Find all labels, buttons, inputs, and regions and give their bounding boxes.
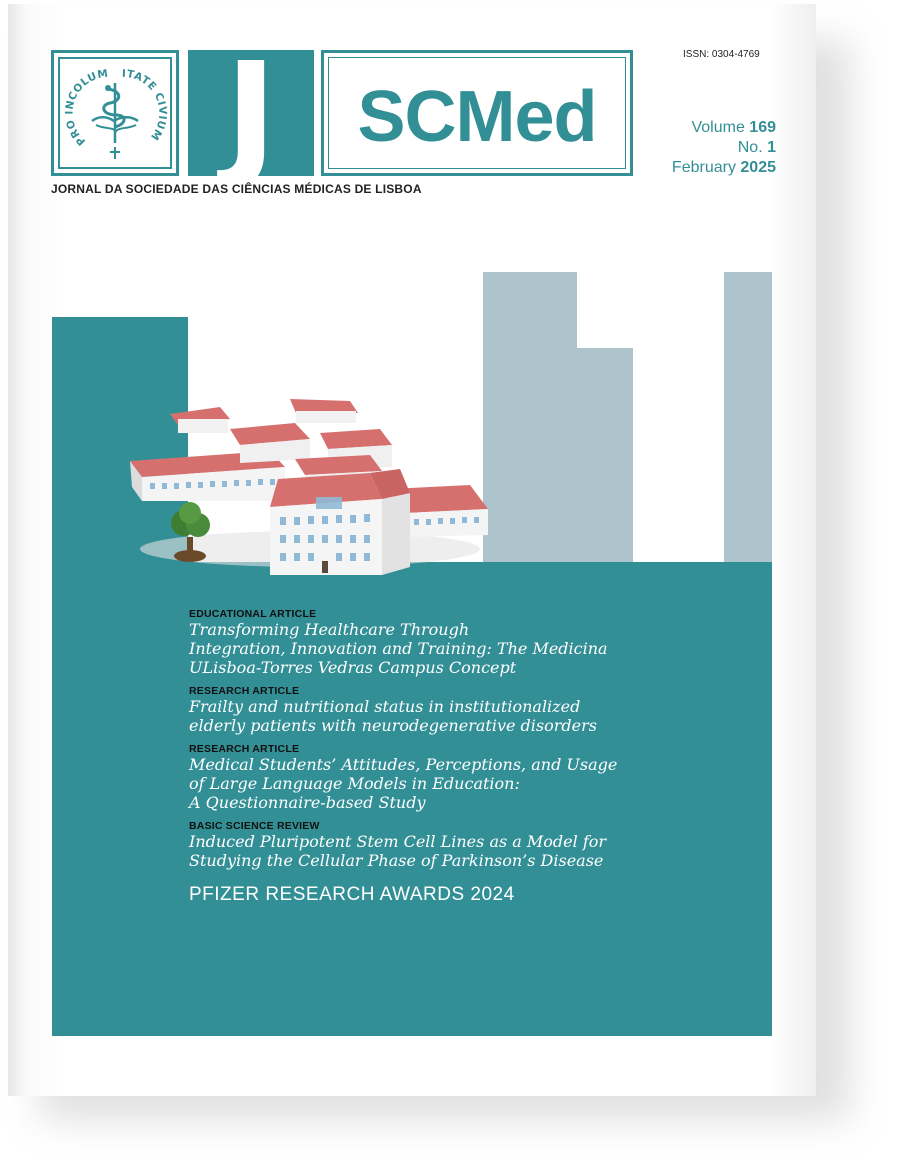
article-title: Medical Students’ Attitudes, Perceptions, and Usage of Large Language Models in Education: A Questionnaire-based Study xyxy=(189,755,618,812)
society-seal-logo xyxy=(51,50,179,176)
journal-full-name: JORNAL DA SOCIEDADE DAS CIÊNCIAS MÉDICAS DE LISBOA xyxy=(51,182,422,196)
issue-month: February xyxy=(671,159,736,176)
volume-label: Volume xyxy=(691,119,745,136)
award-heading: PFIZER RESEARCH AWARDS 2024 xyxy=(189,884,515,905)
logo-scmed-block xyxy=(321,50,633,176)
number-label: No. xyxy=(737,139,763,156)
seal-text-right: ITATE CIVIUM xyxy=(121,67,169,143)
volume-line xyxy=(691,118,776,138)
logo-j-block xyxy=(188,33,314,196)
article-title: Frailty and nutritional status in institutionalized elderly patients with neurodegenerative disorders xyxy=(189,697,597,735)
article-item[interactable] xyxy=(189,820,789,870)
issn-label: ISSN: 0304-4769 xyxy=(683,49,760,60)
article-title: Transforming Healthcare Through Integration, Innovation and Training: The Medicina ULisboa-Torres Vedras Campus Concept xyxy=(189,620,608,677)
article-type: RESEARCH ARTICLE xyxy=(189,685,300,697)
article-type: RESEARCH ARTICLE xyxy=(189,743,300,755)
date-line xyxy=(672,158,776,178)
article-title: Induced Pluripotent Stem Cell Lines as a Model for Studying the Cellular Phase of Parkinson’s Disease xyxy=(189,832,607,870)
logo-scmed-text: SCMed xyxy=(357,77,597,157)
grey-block-left xyxy=(483,272,577,562)
article-item[interactable] xyxy=(189,743,789,812)
issue-year: 2025 xyxy=(740,159,776,176)
article-type: EDUCATIONAL ARTICLE xyxy=(189,608,317,620)
article-type: BASIC SCIENCE REVIEW xyxy=(189,820,320,832)
number-line xyxy=(738,138,776,158)
svg-text:ITATE CIVIUM xyxy=(122,68,169,143)
volume-number: 169 xyxy=(749,119,776,136)
contents-list xyxy=(189,608,789,906)
grey-block-middle xyxy=(577,348,633,562)
campus-buildings-illustration xyxy=(120,389,490,579)
journal-cover xyxy=(8,4,816,1096)
grey-block-right xyxy=(724,272,772,562)
seal-text-left: PRO INCOLUM xyxy=(63,67,110,148)
article-item[interactable] xyxy=(189,608,789,677)
logo-j-letter: J xyxy=(224,33,278,196)
article-item[interactable] xyxy=(189,685,789,735)
svg-text:PRO INCOLUM xyxy=(63,68,109,148)
number-value: 1 xyxy=(767,139,776,156)
seal-emblem-icon xyxy=(56,55,174,171)
